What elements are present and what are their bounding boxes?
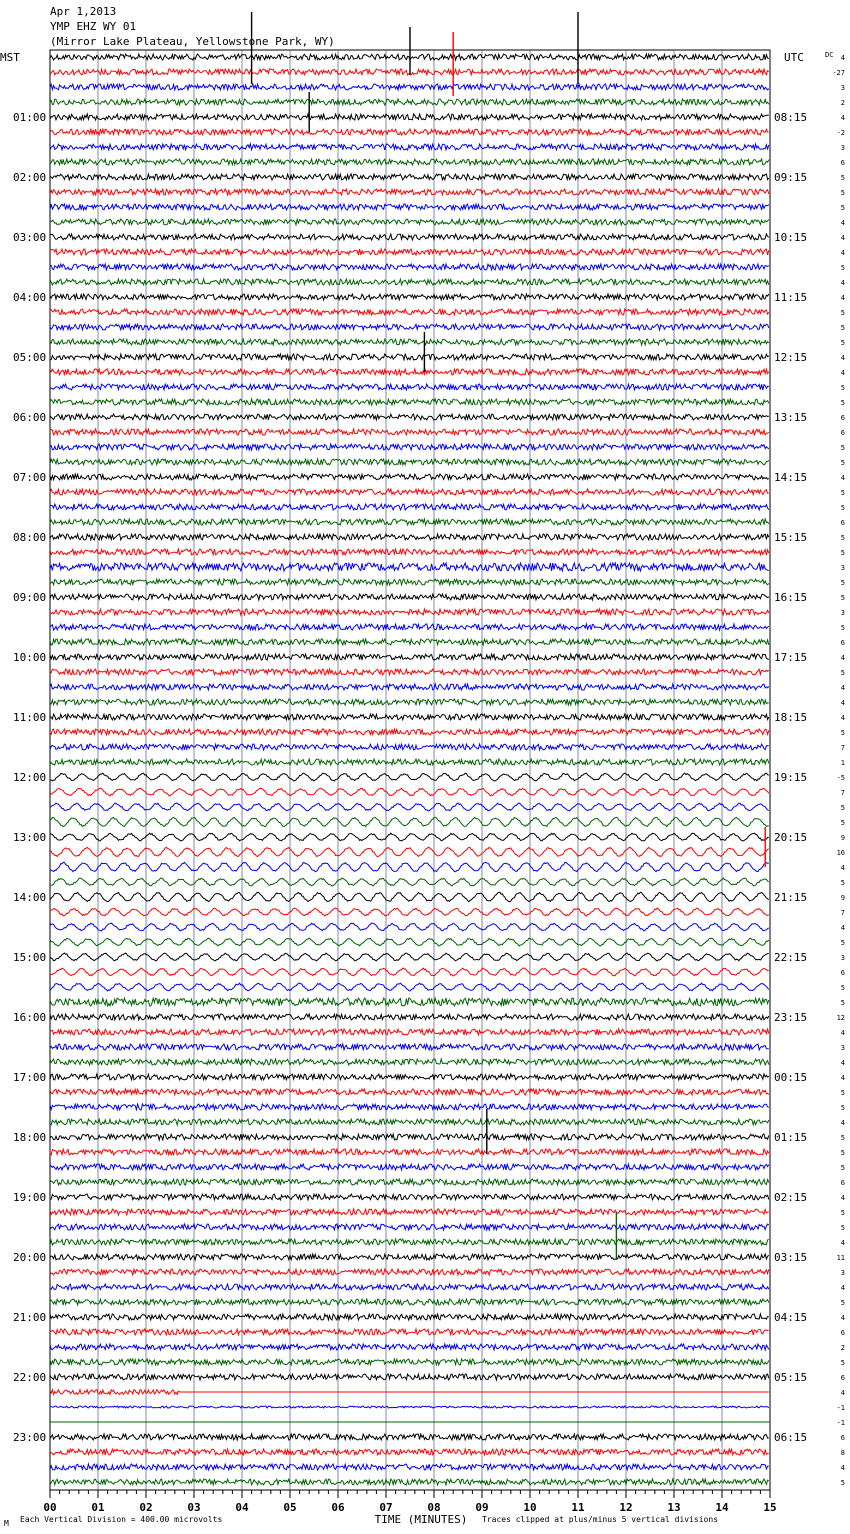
dc-offset-label: -5	[836, 774, 845, 782]
seismic-trace	[50, 444, 769, 450]
dc-offset-label: 5	[840, 1224, 845, 1232]
dc-offset-label: 4	[840, 924, 845, 932]
mst-hour-label: 04:00	[13, 291, 47, 304]
seismic-trace	[50, 1374, 769, 1380]
utc-hour-label: 03:15	[774, 1251, 808, 1264]
utc-hour-label: 20:15	[774, 831, 808, 844]
dc-offset-label: -1	[836, 1419, 845, 1427]
seismic-trace	[50, 204, 769, 210]
seismic-trace	[50, 309, 769, 315]
seismic-trace	[50, 998, 769, 1006]
dc-offset-label: 6	[840, 1179, 845, 1187]
dc-offset-label: 8	[840, 1449, 845, 1457]
mst-hour-label: 14:00	[13, 891, 47, 904]
dc-offset-label: 5	[840, 984, 845, 992]
mst-hour-label: 18:00	[13, 1131, 47, 1144]
seismic-trace	[50, 654, 769, 660]
mst-hour-label: 11:00	[13, 711, 47, 724]
seismic-trace	[50, 579, 769, 585]
dc-offset-label: 5	[840, 189, 845, 197]
header-date: Apr 1,2013	[50, 5, 117, 18]
seismic-trace	[50, 1074, 769, 1080]
seismic-trace	[50, 384, 769, 390]
dc-offset-label: 4	[840, 699, 845, 707]
seismic-trace	[50, 174, 769, 180]
seismic-trace	[50, 1164, 769, 1170]
dc-offset-label: 7	[840, 744, 845, 752]
seismic-trace	[50, 1179, 769, 1185]
seismic-trace	[50, 1434, 769, 1440]
seismic-trace	[50, 1059, 769, 1065]
seismic-trace	[50, 862, 769, 872]
dc-offset-label: 6	[840, 519, 845, 527]
dc-offset-label: 6	[840, 639, 845, 647]
x-tick-label: 01	[91, 1501, 105, 1514]
dc-offset-label: 5	[840, 549, 845, 557]
dc-offset-label: 3	[840, 609, 845, 617]
dc-offset-label: 4	[840, 654, 845, 662]
dc-offset-label: 4	[840, 54, 845, 62]
seismic-trace	[50, 847, 769, 856]
dc-offset-label: 4	[840, 234, 845, 242]
dc-offset-label: 4	[840, 1284, 845, 1292]
utc-hour-label: 22:15	[774, 951, 808, 964]
header-location: (Mirror Lake Plateau, Yellowstone Park, WY)	[50, 35, 335, 48]
utc-hour-label: 08:15	[774, 111, 808, 124]
dc-offset-label: 4	[840, 249, 845, 257]
seismic-trace	[50, 219, 769, 225]
seismic-trace	[50, 1299, 769, 1305]
seismic-trace	[50, 114, 769, 120]
seismic-trace	[50, 594, 769, 600]
dc-offset-label: 5	[840, 669, 845, 677]
x-tick-label: 13	[667, 1501, 681, 1514]
seismic-trace	[50, 699, 769, 705]
seismic-trace	[50, 1329, 769, 1335]
seismic-trace	[50, 1239, 769, 1245]
dc-offset-label: 6	[840, 969, 845, 977]
mst-hour-label: 19:00	[13, 1191, 47, 1204]
dc-offset-label: -2	[836, 129, 845, 137]
mst-hour-label: 09:00	[13, 591, 47, 604]
dc-offset-label: 4	[840, 294, 845, 302]
dc-offset-label: 3	[840, 564, 845, 572]
seismic-trace	[50, 817, 769, 826]
seismic-trace	[50, 1284, 769, 1290]
footer-scale: Each Vertical Division = 400.00 microvolts	[20, 1515, 223, 1524]
seismic-trace	[50, 923, 769, 931]
utc-hour-label: 14:15	[774, 471, 808, 484]
dc-offset-label: 5	[840, 459, 845, 467]
utc-hour-label: 02:15	[774, 1191, 808, 1204]
dc-offset-label: 5	[840, 879, 845, 887]
seismic-trace	[50, 1134, 769, 1140]
seismic-trace	[50, 1464, 769, 1470]
seismic-trace	[50, 983, 769, 991]
dc-offset-label: 4	[840, 1059, 845, 1067]
utc-hour-label: 12:15	[774, 351, 808, 364]
dc-offset-label: -1	[836, 1404, 845, 1412]
mst-hour-label: 20:00	[13, 1251, 47, 1264]
seismic-trace	[50, 414, 769, 420]
utc-hour-label: 11:15	[774, 291, 808, 304]
utc-hour-label: 16:15	[774, 591, 808, 604]
seismic-trace	[50, 759, 769, 765]
x-tick-label: 08	[427, 1501, 441, 1514]
x-tick-label: 05	[283, 1501, 297, 1514]
seismic-trace	[50, 609, 769, 615]
utc-hour-label: 17:15	[774, 651, 808, 664]
seismic-trace	[50, 1449, 769, 1455]
dc-offset-label: 2	[840, 99, 845, 107]
seismic-trace	[50, 354, 769, 360]
dc-offset-label: 6	[840, 1329, 845, 1337]
seismic-trace	[50, 459, 769, 465]
seismic-trace	[50, 878, 769, 886]
dc-offset-label: 3	[840, 84, 845, 92]
dc-offset-label: 5	[840, 309, 845, 317]
dc-offset-label: 3	[840, 1044, 845, 1052]
seismic-trace	[50, 99, 769, 105]
seismic-trace	[50, 1044, 769, 1050]
mst-hour-label: 21:00	[13, 1311, 47, 1324]
mst-hour-label: 23:00	[13, 1431, 47, 1444]
dc-offset-label: 5	[840, 729, 845, 737]
mst-hour-label: 13:00	[13, 831, 47, 844]
dc-offset-label: 5	[840, 624, 845, 632]
dc-offset-label: 4	[840, 219, 845, 227]
seismic-trace	[50, 563, 769, 571]
dc-offset-label: 3	[840, 1269, 845, 1277]
header-station: YMP EHZ WY 01	[50, 20, 137, 33]
dc-offset-label: 5	[840, 399, 845, 407]
mst-axis-title: MST	[0, 51, 20, 64]
dc-offset-label: 2	[840, 1344, 845, 1352]
dc-offset-label: 4	[840, 1029, 845, 1037]
dc-offset-label: 5	[840, 579, 845, 587]
seismic-trace	[50, 294, 769, 300]
dc-offset-label: 5	[840, 1089, 845, 1097]
x-tick-label: 14	[715, 1501, 729, 1514]
seismic-trace	[50, 279, 769, 285]
dc-offset-label: 7	[840, 789, 845, 797]
x-tick-label: 12	[619, 1501, 633, 1514]
dc-offset-label: 5	[840, 324, 845, 332]
mst-hour-label: 02:00	[13, 171, 47, 184]
seismic-trace	[50, 1359, 769, 1365]
dc-offset-label: 5	[840, 1359, 845, 1367]
seismic-trace	[50, 84, 769, 90]
dc-offset-label: 6	[840, 159, 845, 167]
utc-hour-label: 19:15	[774, 771, 808, 784]
seismic-trace	[50, 669, 769, 675]
dc-offset-label: 9	[840, 894, 845, 902]
dc-offset-label: 4	[840, 1389, 845, 1397]
dc-offset-label: 3	[840, 954, 845, 962]
seismic-trace	[50, 908, 769, 916]
mst-hour-label: 08:00	[13, 531, 47, 544]
utc-hour-label: 15:15	[774, 531, 808, 544]
x-tick-label: 06	[331, 1501, 345, 1514]
x-tick-label: 07	[379, 1501, 393, 1514]
x-tick-label: 15	[763, 1501, 777, 1514]
dc-offset-label: 5	[840, 444, 845, 452]
seismic-trace	[50, 1479, 769, 1485]
mst-hour-label: 17:00	[13, 1071, 47, 1084]
seismic-trace	[50, 1029, 769, 1035]
dc-offset-label: 6	[840, 414, 845, 422]
seismic-trace	[50, 369, 769, 375]
seismic-trace	[50, 1089, 769, 1095]
utc-hour-label: 10:15	[774, 231, 808, 244]
utc-hour-label: 01:15	[774, 1131, 808, 1144]
seismic-trace	[50, 833, 769, 841]
dc-offset-label: 5	[840, 264, 845, 272]
dc-offset-label: 16	[836, 849, 845, 857]
seismic-trace	[50, 249, 769, 255]
utc-hour-label: 05:15	[774, 1371, 808, 1384]
seismic-trace	[50, 234, 769, 240]
dc-offset-label: 9	[840, 834, 845, 842]
dc-offset-label: 5	[840, 504, 845, 512]
mst-hour-label: 12:00	[13, 771, 47, 784]
dc-offset-label: 5	[840, 1164, 845, 1172]
seismic-trace	[50, 729, 769, 735]
seismic-trace	[50, 504, 769, 510]
dc-offset-label: 5	[840, 999, 845, 1007]
dc-offset-label: 5	[840, 204, 845, 212]
utc-hour-label: 04:15	[774, 1311, 808, 1324]
dc-offset-label: 4	[840, 1314, 845, 1322]
seismic-trace	[50, 1149, 769, 1155]
seismic-trace	[50, 1194, 769, 1200]
dc-offset-label: 5	[840, 1299, 845, 1307]
seismic-trace	[50, 1209, 769, 1215]
seismic-trace	[50, 1344, 769, 1350]
mst-hour-label: 06:00	[13, 411, 47, 424]
dc-offset-label: 5	[840, 1479, 845, 1487]
seismic-trace	[50, 773, 769, 781]
dc-offset-label: 5	[840, 534, 845, 542]
dc-offset-label: 11	[836, 1254, 845, 1262]
utc-hour-label: 06:15	[774, 1431, 808, 1444]
seismic-trace	[50, 953, 769, 961]
footer-clip: Traces clipped at plus/minus 5 vertical divisions	[482, 1515, 719, 1524]
seismic-trace	[50, 1406, 769, 1408]
x-axis-title: TIME (MINUTES)	[374, 1513, 468, 1526]
dc-offset-label: 4	[840, 1074, 845, 1082]
seismic-trace	[50, 549, 769, 555]
mst-hour-label: 10:00	[13, 651, 47, 664]
dc-offset-label: 4	[840, 354, 845, 362]
utc-hour-label: 21:15	[774, 891, 808, 904]
seismic-trace	[50, 624, 769, 630]
dc-offset-label: 5	[840, 939, 845, 947]
dc-offset-label: 4	[840, 1239, 845, 1247]
dc-offset-label: 6	[840, 1434, 845, 1442]
seismic-trace	[50, 429, 769, 435]
mst-hour-label: 22:00	[13, 1371, 47, 1384]
seismic-trace	[50, 399, 769, 405]
dc-offset-label: 5	[840, 384, 845, 392]
dc-offset-label: 5	[840, 489, 845, 497]
x-tick-label: 11	[571, 1501, 585, 1514]
mst-hour-label: 05:00	[13, 351, 47, 364]
dc-offset-label: -27	[832, 69, 845, 77]
seismic-trace	[50, 339, 769, 345]
seismic-trace	[50, 474, 769, 480]
seismic-trace	[50, 144, 769, 150]
mst-hour-label: 16:00	[13, 1011, 47, 1024]
mst-hour-label: 01:00	[13, 111, 47, 124]
dc-offset-label: 4	[840, 114, 845, 122]
footer-mark: M	[4, 1519, 9, 1528]
dc-offset-label: 5	[840, 339, 845, 347]
seismic-trace	[50, 892, 769, 902]
dc-offset-label: 1	[840, 759, 845, 767]
seismic-trace	[50, 1224, 769, 1230]
seismic-trace	[50, 1254, 769, 1260]
seismic-trace	[50, 639, 769, 645]
dc-header: DC	[825, 51, 834, 59]
seismic-trace	[50, 968, 769, 976]
mst-hour-label: 07:00	[13, 471, 47, 484]
dc-offset-label: 4	[840, 1194, 845, 1202]
seismic-trace	[50, 714, 769, 720]
dc-offset-label: 12	[836, 1014, 845, 1022]
dc-offset-label: 4	[840, 864, 845, 872]
utc-axis-title: UTC	[784, 51, 804, 64]
dc-offset-label: 5	[840, 174, 845, 182]
utc-hour-label: 13:15	[774, 411, 808, 424]
seismic-trace	[50, 189, 769, 195]
x-tick-label: 09	[475, 1501, 489, 1514]
seismic-trace	[50, 519, 769, 525]
seismic-trace	[50, 1269, 769, 1275]
dc-offset-label: 5	[840, 1104, 845, 1112]
x-tick-label: 02	[139, 1501, 153, 1514]
x-tick-label: 04	[235, 1501, 249, 1514]
dc-offset-label: 5	[840, 1149, 845, 1157]
utc-hour-label: 09:15	[774, 171, 808, 184]
utc-hour-label: 23:15	[774, 1011, 808, 1024]
seismic-trace	[50, 1119, 769, 1125]
dc-offset-label: 5	[840, 804, 845, 812]
dc-offset-label: 5	[840, 594, 845, 602]
seismic-trace	[50, 129, 769, 135]
seismic-trace	[50, 1390, 769, 1395]
utc-hour-label: 00:15	[774, 1071, 808, 1084]
seismic-trace	[50, 788, 769, 796]
seismic-trace	[50, 1014, 769, 1020]
dc-offset-label: 3	[840, 144, 845, 152]
seismic-trace	[50, 803, 769, 811]
seismic-trace	[50, 324, 769, 330]
dc-offset-label: 6	[840, 1374, 845, 1382]
dc-offset-label: 4	[840, 369, 845, 377]
seismic-trace	[50, 489, 769, 495]
utc-hour-label: 18:15	[774, 711, 808, 724]
seismic-trace	[50, 1104, 769, 1110]
dc-offset-label: 4	[840, 474, 845, 482]
dc-offset-label: 4	[840, 714, 845, 722]
seismic-trace	[50, 1314, 769, 1320]
seismic-trace	[50, 684, 769, 690]
dc-offset-label: 4	[840, 279, 845, 287]
seismic-trace	[50, 534, 769, 540]
dc-offset-label: 7	[840, 909, 845, 917]
x-tick-label: 00	[43, 1501, 57, 1514]
dc-offset-label: 4	[840, 1119, 845, 1127]
mst-hour-label: 03:00	[13, 231, 47, 244]
dc-offset-label: 5	[840, 1134, 845, 1142]
seismic-trace	[50, 744, 769, 750]
dc-offset-label: 6	[840, 429, 845, 437]
mst-hour-label: 15:00	[13, 951, 47, 964]
seismic-trace	[50, 159, 769, 165]
dc-offset-label: 5	[840, 819, 845, 827]
seismic-trace	[50, 938, 769, 946]
dc-offset-label: 4	[840, 684, 845, 692]
dc-offset-label: 5	[840, 1209, 845, 1217]
x-tick-label: 10	[523, 1501, 537, 1514]
x-tick-label: 03	[187, 1501, 201, 1514]
dc-offset-label: 4	[840, 1464, 845, 1472]
seismic-trace	[50, 264, 769, 270]
